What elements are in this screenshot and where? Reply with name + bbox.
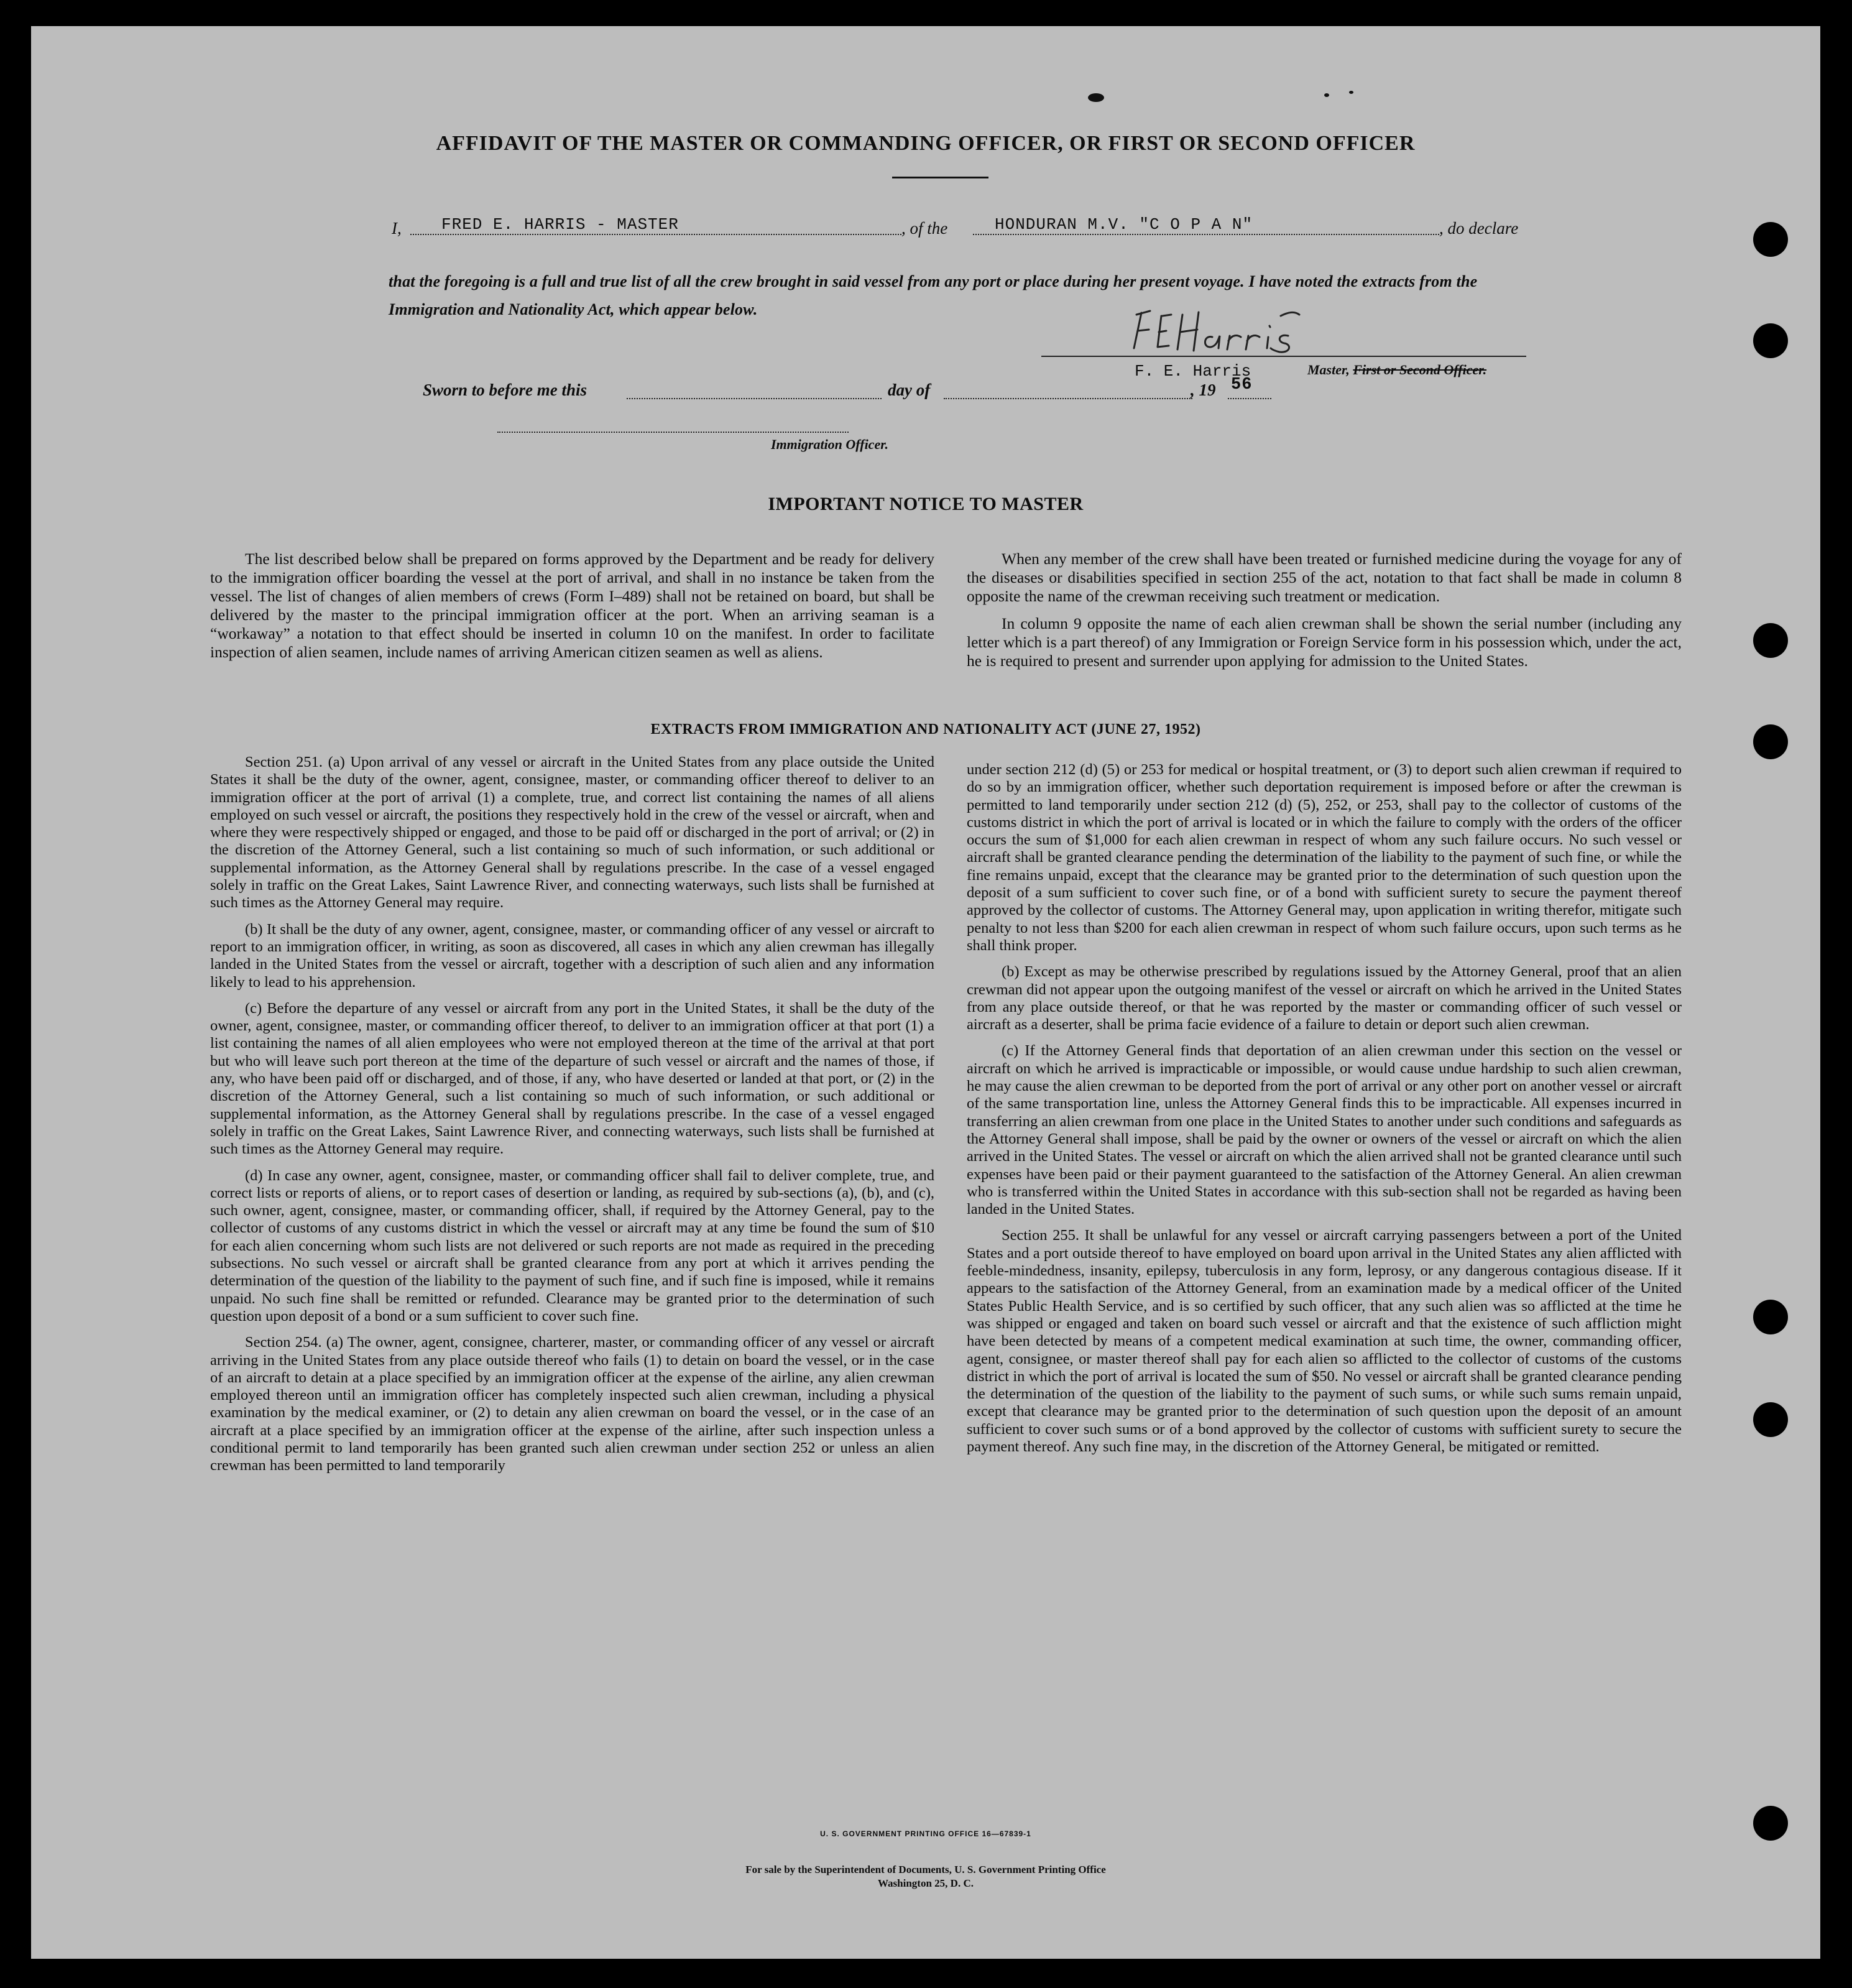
extract-right-paragraph: (c) If the Attorney General finds that deportation of an alien crewman under this section on the vessel or aircraft on which he arrived is impracticable or impossible, or would cause undue hardship to such alien crewman, he may cause the alien crewman to be deported from the port of arrival or any other port on another vessel or aircraft of the same transportation line, unless the Attorney General finds this to be impracticable. All expenses incurred in transferring an alien crewman from one place in the United States to another under such conditions and safeguards as the Attorney General shall impose, shall be paid by the owner or owners of the vessel or aircraft on which the alien arrived in the United States. The vessel or aircraft on which the alien arrived shall not be granted clearance until such expenses have been paid or their payment guaranteed to the satisfaction of the Attorney General. An alien crewman who is transferred within the United States in accordance with this sub-section shall not be regarded as having been landed in the United States. bbox=[967, 1042, 1682, 1218]
extract-left-paragraph: (b) It shall be the duty of any owner, agent, consignee, master, or commanding officer of any vessel or aircraft to report to an immigration officer, in writing, as soon as discovered, all cases in which any alien crewman has illegally landed in the United States from the vessel or aircraft, together with a description of such alien and any information likely to lead to his apprehension. bbox=[210, 920, 934, 991]
vessel-line bbox=[973, 234, 1439, 235]
scan-smudge bbox=[1349, 91, 1353, 94]
notice-left-paragraph: The list described below shall be prepared on forms approved by the Department and be ready for delivery to the immigration officer boarding the vessel at the port of arrival, and shall in no instance be taken from the vessel. The list of changes of alien members of crews (Form I–489) shall not be retained on board, but shall be delivered by the master to the principal immigration officer at the port. When an arriving seaman is a “workaway” a notation to that effect should be inserted in column 10 on the manifest. In order to facilitate inspection of alien seamen, include names of arriving American citizen seamen as well as aliens. bbox=[210, 550, 934, 661]
year-line bbox=[1228, 398, 1271, 399]
year-prefix-label: , 19 bbox=[1191, 381, 1216, 399]
extract-left-paragraph: (c) Before the departure of any vessel or aircraft from any port in the United States, it shall be the duty of the owner, agent, consignee, master, or commanding officer thereof, to deliver to an immigration officer at that port (1) a list containing the names of all alien employees who were not employed thereon at the time of the arrival at that port but who will leave such port thereon at the time of the departure of such vessel or aircraft and the names of those, if any, who have been paid off or discharged, and of those, if any, who have deserted or landed at that port, or (2) in the discretion of the Attorney General, such a list containing so much of such information, or such additional or supplemental information, as the Attorney General shall by regulations prescribe. In the case of a vessel engaged solely in traffic on the Great Lakes, Saint Lawrence River, and connecting waterways, such lists shall be furnished at such times as the Attorney General may require. bbox=[210, 999, 934, 1158]
immigration-officer-line[interactable] bbox=[497, 432, 849, 433]
day-line[interactable] bbox=[627, 398, 882, 399]
do-declare-label: , do declare bbox=[1439, 219, 1519, 238]
notice-right-paragraph-2: In column 9 opposite the name of each alien crewman shall be shown the serial number (including any letter which is a part thereof) of any Immigration or Foreign Service form in his possession which, under the act, he is required to present and surrender upon applying for admission to the United States. bbox=[967, 614, 1682, 670]
punch-hole bbox=[1753, 222, 1788, 257]
month-line[interactable] bbox=[944, 398, 1192, 399]
signature-image bbox=[1125, 303, 1374, 359]
extract-left-paragraph: Section 251. (a) Upon arrival of any vessel or aircraft in the United States from any place outside the United States it shall be the duty of the owner, agent, consignee, master, or commanding officer thereof to deliver to an immigration officer at the port of arrival (1) a complete, true, and correct list containing the names of all aliens employed on such vessel or aircraft, the positions they respectively hold in the crew of the vessel or aircraft, when and where they were respectively shipped or engaged, and those to be paid off or discharged in the port of arrival; or (2) in the discretion of the Attorney General, such a list containing so much of such information, or such additional or supplemental information, as the Attorney General shall by regulations prescribe. In the case of a vessel engaged solely in traffic on the Great Lakes, Saint Lawrence River, and connecting waterways, such lists shall be furnished at such times as the Attorney General may require. bbox=[210, 754, 934, 912]
extract-right-paragraph: Section 255. It shall be unlawful for any vessel or aircraft carrying passengers between a port of the United States and a port outside thereof to have employed on board upon arrival in the United States any alien afflicted with feeble-mindedness, insanity, epilepsy, tuberculosis in any form, leprosy, or any dangerous contagious disease. If it appears to the satisfaction of the Attorney General, from an examination made by a medical officer of the United States Public Health Service, and is so certified by such officer, that any such alien was so afflicted at the time he was shipped or engaged and taken on board such vessel or aircraft and that the existence of such affliction might have been detected by means of a competent medical examination at such time, the owner, commanding officer, agent, consignee, or master thereof shall pay for each alien so afflicted to the collector of customs of the customs district in which the port of arrival is located the sum of $50. No vessel or aircraft shall be granted clearance pending the determination of the question of the liability to the payment of such sums, or while such sums remain unpaid, except that clearance may be granted prior to the determination of such question upon the deposit of an amount sufficient to cover such sums or of a bond approved by the collector of customs with sufficient surety to secure the payment thereof. Any such fine may, in the discretion of the Attorney General, be mitigated or remitted. bbox=[967, 1227, 1682, 1455]
signer-name: F. E. Harris bbox=[1135, 362, 1251, 381]
punch-hole bbox=[1753, 323, 1788, 358]
sale-line-1: For sale by the Superintendent of Documents, U. S. Government Printing Office bbox=[745, 1864, 1106, 1875]
declaration-text: that the foregoing is a full and true list of all the crew brought in said vessel from any port or place during her present voyage. I have noted the extracts from the Immigration and Nationality Act, which appear below. bbox=[389, 272, 1478, 318]
role-struck: First or Second Officer. bbox=[1353, 362, 1487, 377]
officer-name-field[interactable]: FRED E. HARRIS - MASTER bbox=[441, 215, 679, 234]
prefix-label: I, bbox=[392, 219, 402, 238]
sworn-label: Sworn to before me this bbox=[423, 381, 587, 399]
signature-line bbox=[1041, 356, 1526, 357]
notice-left-column bbox=[210, 550, 934, 670]
notice-right-paragraph-1: When any member of the crew shall have been treated or furnished medicine during the voyage for any of the diseases or disabilities specified in section 255 of the act, notation to that fact shall be made in column 8 opposite the name of the crewman receiving such treatment or medication. bbox=[967, 550, 1682, 605]
punch-hole bbox=[1753, 1402, 1788, 1437]
extracts-left-column bbox=[210, 754, 934, 1484]
punch-hole bbox=[1753, 623, 1788, 658]
signer-role bbox=[1307, 362, 1486, 378]
extract-left-paragraph: (d) In case any owner, agent, consignee, master, or commanding officer shall fail to deliver complete, true, and correct lists or reports of aliens, or to report cases of desertion or landing, as required by sub-sections (a), (b), and (c), such owner, agent, consignee, master, or commanding officer, shall, if required by the Attorney General, pay to the collector of customs of any customs district in which the vessel or aircraft may at any time be found the sum of $10 for each alien concerning whom such lists are not delivered or such reports are not made as required in the preceding subsections. No such vessel or aircraft shall be granted clearance from any port at which it arrives pending the determination of the question of the liability to the payment of such fine, and if such fine is imposed, while it remains unpaid. No such fine shall be remitted or refunded. Clearance may be granted prior to the determination of such question upon deposit of a bond or a sum sufficient to cover such fine. bbox=[210, 1167, 934, 1325]
affidavit-title: AFFIDAVIT OF THE MASTER OR COMMANDING OFFICER, OR FIRST OR SECOND OFFICER bbox=[436, 132, 1416, 155]
sworn-row bbox=[423, 376, 1293, 412]
immigration-officer-label: Immigration Officer. bbox=[771, 437, 889, 452]
year-field[interactable]: 56 bbox=[1231, 376, 1253, 394]
declarant-row bbox=[354, 213, 1536, 250]
extracts-title: EXTRACTS FROM IMMIGRATION AND NATIONALITY ACT (JUNE 27, 1952) bbox=[650, 721, 1201, 737]
notice-right-column bbox=[967, 550, 1682, 679]
title-rule bbox=[892, 177, 988, 178]
extracts-right-column bbox=[967, 761, 1682, 1464]
officer-name-line bbox=[410, 234, 901, 235]
scan-smudge bbox=[1088, 93, 1104, 102]
day-of-label: day of bbox=[888, 381, 931, 399]
form-page bbox=[31, 26, 1820, 1959]
printing-office-line: U. S. GOVERNMENT PRINTING OFFICE 16—67839-1 bbox=[820, 1829, 1031, 1838]
extract-right-paragraph: (b) Except as may be otherwise prescribed by regulations issued by the Attorney General, proof that an alien crewman did not appear upon the outgoing manifest of the vessel or aircraft on which he arrived in the United States from any place outside thereof, or that he was reported by the master or commanding officer of such vessel or aircraft as a deserter, shall be prima facie evidence of a failure to detain or deport such alien crewman. bbox=[967, 963, 1682, 1033]
extract-left-paragraph: Section 254. (a) The owner, agent, consignee, charterer, master, or commanding officer of any vessel or aircraft arriving in the United States from any place outside thereof who fails (1) to detain on board the vessel, or in the case of an aircraft to detain at a place specified by an immigration officer at the expense of the airline, any alien crewman employed thereon until an immigration officer has completely inspected such alien crewman, including a physical examination by the medical examiner, or (2) to detain any alien crewman on board the vessel, or in the case of an aircraft at a place specified by an immigration officer at the expense of the airline, after such inspection unless a conditional permit to land temporarily has been granted such alien crewman under section 252 or unless an alien crewman has been permitted to land temporarily bbox=[210, 1334, 934, 1474]
sale-notice bbox=[31, 1863, 1820, 1890]
sale-line-2: Washington 25, D. C. bbox=[878, 1877, 974, 1889]
extract-right-continuation: under section 212 (d) (5) or 253 for medical or hospital treatment, or (3) to deport such alien crewman if required to do so by an immigration officer, whether such deportation requirement is imposed before or after the crewman is permitted to land temporarily under section 212 (d) (5), 252, or 253, shall pay to the collector of customs of the customs district in which the port of arrival is located or in which the failure to comply with the orders of the officer occurs the sum of $1,000 for each alien crewman in respect of whom any such failure occurs. No such vessel or aircraft shall be granted clearance pending the determination of the liability to the payment of such fine, or while the fine remains unpaid, except that the clearance may be granted prior to the determination of such question upon the deposit of a sum sufficient to cover such fine, or of a bond with sufficient surety to secure the payment thereof approved by the collector of customs. The Attorney General may, upon application in writing therefor, mitigate such penalty to not less than $200 for each alien crewman in respect of whom such failure occurs, upon such terms as he shall think proper. bbox=[967, 761, 1682, 954]
notice-title: IMPORTANT NOTICE TO MASTER bbox=[768, 494, 1084, 514]
punch-hole bbox=[1753, 1300, 1788, 1334]
vessel-field[interactable]: HONDURAN M.V. "C O P A N" bbox=[995, 215, 1253, 234]
scan-smudge bbox=[1324, 93, 1329, 97]
of-the-label: , of the bbox=[901, 219, 948, 238]
role-master: Master, bbox=[1307, 362, 1350, 377]
